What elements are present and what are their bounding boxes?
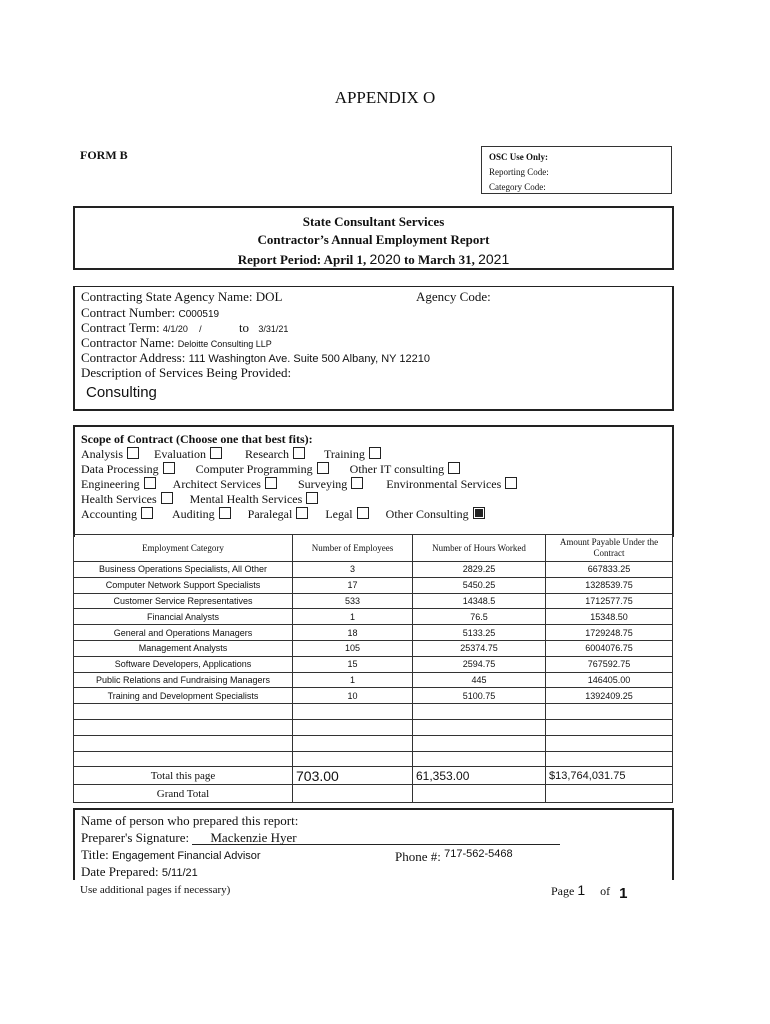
contractor-address-label: Contractor Address: <box>81 350 186 365</box>
page-indicator <box>551 882 627 902</box>
total-employees[interactable]: 703.00 <box>293 767 413 785</box>
date-value[interactable]: 5/11/21 <box>161 867 198 879</box>
amount-cell[interactable] <box>546 735 673 751</box>
title-label: Title: <box>81 847 109 862</box>
employees-cell[interactable]: 533 <box>293 593 413 609</box>
checkbox-other-it-consulting[interactable] <box>448 462 460 474</box>
amount-cell[interactable]: 767592.75 <box>546 656 673 672</box>
page-label: Page <box>551 884 575 898</box>
table-row <box>74 751 673 767</box>
page-total[interactable]: 1 <box>619 885 628 902</box>
employees-cell[interactable]: 105 <box>293 640 413 656</box>
table-header-row <box>74 535 673 562</box>
checkbox-computer-programming[interactable] <box>317 462 329 474</box>
checkbox-architect-services[interactable] <box>265 477 277 489</box>
scope-option-label: Data Processing <box>81 462 159 476</box>
employment-category-cell: Financial Analysts <box>74 609 293 625</box>
contract-number-value[interactable]: C000519 <box>178 309 220 320</box>
table-row <box>74 609 673 625</box>
amount-cell[interactable]: 1729248.75 <box>546 625 673 641</box>
table-row <box>74 672 673 688</box>
table-row <box>74 562 673 578</box>
checkbox-research[interactable] <box>293 447 305 459</box>
employment-category-cell <box>74 735 293 751</box>
scope-option-label: Engineering <box>81 477 140 491</box>
checkbox-environmental-services[interactable] <box>505 477 517 489</box>
category-code-label: Category Code: <box>489 182 546 192</box>
total-page-label: Total this page <box>74 767 293 785</box>
amount-cell[interactable]: 1392409.25 <box>546 688 673 704</box>
checkbox-engineering[interactable] <box>144 477 156 489</box>
term-separator: / <box>199 324 202 334</box>
signature-value[interactable]: Mackenzie Hyer <box>192 831 560 845</box>
osc-use-box <box>481 146 672 194</box>
employees-cell[interactable]: 3 <box>293 562 413 578</box>
of-label: of <box>600 884 611 898</box>
hours-cell[interactable] <box>413 735 546 751</box>
checkbox-auditing[interactable] <box>219 507 231 519</box>
employees-cell[interactable]: 18 <box>293 625 413 641</box>
employment-category-cell: Training and Development Specialists <box>74 688 293 704</box>
employment-category-cell <box>74 751 293 767</box>
contractor-name-label: Contractor Name: <box>81 335 175 350</box>
employment-category-cell <box>74 704 293 720</box>
hours-cell[interactable]: 2594.75 <box>413 656 546 672</box>
preparer-name-label: Name of person who prepared this report: <box>81 813 299 828</box>
employees-cell[interactable]: 10 <box>293 688 413 704</box>
column-header: Number of Hours Worked <box>413 535 546 562</box>
scope-option-label: Paralegal <box>247 507 293 521</box>
amount-cell[interactable]: 667833.25 <box>546 562 673 578</box>
table-row <box>74 625 673 641</box>
services-label: Description of Services Being Provided: <box>81 365 292 380</box>
hours-cell[interactable] <box>413 719 546 735</box>
scope-row <box>81 507 491 522</box>
contract-term-label: Contract Term: <box>81 320 160 335</box>
scope-option-label: Health Services <box>81 492 157 506</box>
checkbox-training[interactable] <box>369 447 381 459</box>
report-header-box <box>73 206 674 270</box>
employees-cell[interactable] <box>293 704 413 720</box>
checkbox-surveying[interactable] <box>351 477 363 489</box>
period-mid: to March 31, <box>403 252 475 267</box>
contractor-address-value[interactable]: 111 Washington Ave. Suite 500 Albany, NY 12210 <box>188 353 430 365</box>
period-start-year[interactable]: 2020 <box>369 251 401 267</box>
grand-total-amount[interactable] <box>546 785 673 803</box>
term-start-value[interactable]: 4/1/20 <box>162 324 188 334</box>
hours-cell[interactable]: 76.5 <box>413 609 546 625</box>
employees-cell[interactable] <box>293 735 413 751</box>
hours-cell[interactable]: 5450.25 <box>413 577 546 593</box>
total-amount[interactable]: $13,764,031.75 <box>546 767 673 785</box>
checkbox-analysis[interactable] <box>127 447 139 459</box>
hours-cell[interactable]: 5133.25 <box>413 625 546 641</box>
preparer-box <box>73 808 674 880</box>
employment-category-cell: Business Operations Specialists, All Other <box>74 562 293 578</box>
scope-option-label: Environmental Services <box>386 477 502 491</box>
scope-option-label: Accounting <box>81 507 137 521</box>
scope-option-label: Mental Health Services <box>189 492 303 506</box>
employment-category-cell: Customer Service Representatives <box>74 593 293 609</box>
table-row <box>74 688 673 704</box>
scope-option-label: Research <box>244 447 289 461</box>
scope-row <box>81 477 523 492</box>
employment-category-cell: Computer Network Support Specialists <box>74 577 293 593</box>
hours-cell[interactable] <box>413 704 546 720</box>
grand-total-hours[interactable] <box>413 785 546 803</box>
hours-cell[interactable]: 14348.5 <box>413 593 546 609</box>
employment-table <box>73 534 673 803</box>
employment-category-cell: Software Developers, Applications <box>74 656 293 672</box>
table-row <box>74 735 673 751</box>
grand-total-label: Grand Total <box>74 785 293 803</box>
page-number[interactable]: 1 <box>577 882 586 898</box>
date-row <box>81 864 198 881</box>
contract-number-label: Contract Number: <box>81 305 176 320</box>
agency-name-label: Contracting State Agency Name: <box>81 289 253 304</box>
phone-row <box>395 846 513 865</box>
agency-name-value[interactable]: DOL <box>255 289 283 304</box>
amount-cell[interactable]: 1328539.75 <box>546 577 673 593</box>
reporting-code-label: Reporting Code: <box>489 167 549 177</box>
phone-label: Phone #: <box>395 849 441 864</box>
page-title: APPENDIX O <box>334 88 436 107</box>
title-value[interactable]: Engagement Financial Advisor <box>111 850 261 862</box>
checkbox-legal[interactable] <box>357 507 369 519</box>
employees-cell[interactable]: 17 <box>293 577 413 593</box>
table-row <box>74 704 673 720</box>
checkbox-data-processing[interactable] <box>163 462 175 474</box>
scope-option-label: Evaluation <box>154 447 206 461</box>
hours-cell[interactable]: 5100.75 <box>413 688 546 704</box>
contract-info-box <box>73 286 674 411</box>
scope-option-label: Other IT consulting <box>349 462 445 476</box>
scope-row <box>81 492 324 507</box>
scope-option-label: Computer Programming <box>195 462 313 476</box>
grand-total-employees[interactable] <box>293 785 413 803</box>
report-line-1: State Consultant Services <box>302 214 445 229</box>
amount-cell[interactable] <box>546 719 673 735</box>
report-line-2: Contractor’s Annual Employment Report <box>257 232 490 247</box>
table-row <box>74 577 673 593</box>
form-label: FORM B <box>80 148 128 162</box>
table-row <box>74 593 673 609</box>
employment-category-cell: Management Analysts <box>74 640 293 656</box>
scope-option-label: Auditing <box>172 507 215 521</box>
osc-title: OSC Use Only: <box>489 152 549 162</box>
footer-note: Use additional pages if necessary) <box>80 884 231 896</box>
scope-row <box>81 447 387 462</box>
hours-cell[interactable]: 2829.25 <box>413 562 546 578</box>
scope-option-label: Training <box>323 447 365 461</box>
agency-name-row <box>81 289 282 304</box>
checkbox-accounting[interactable] <box>141 507 153 519</box>
table-body <box>74 562 673 767</box>
checkbox-mental-health-services[interactable] <box>306 492 318 504</box>
contractor-name-value[interactable]: Deloitte Consulting LLP <box>177 339 272 349</box>
scope-option-label: Other Consulting <box>385 507 469 521</box>
term-to-label: to <box>238 320 250 335</box>
checkbox-paralegal[interactable] <box>296 507 308 519</box>
hours-cell[interactable]: 25374.75 <box>413 640 546 656</box>
date-label: Date Prepared: <box>81 864 159 879</box>
total-hours[interactable]: 61,353.00 <box>413 767 546 785</box>
phone-value[interactable]: 717-562-5468 <box>444 848 513 860</box>
column-header: Amount Payable Under the Contract <box>546 535 673 562</box>
amount-cell[interactable]: 1712577.75 <box>546 593 673 609</box>
term-end-value[interactable]: 3/31/21 <box>258 324 289 334</box>
amount-cell[interactable] <box>546 751 673 767</box>
services-value[interactable]: Consulting <box>86 384 157 401</box>
employment-category-cell: Public Relations and Fundraising Managers <box>74 672 293 688</box>
agency-code-label: Agency Code: <box>416 289 491 304</box>
checkbox-evaluation[interactable] <box>210 447 222 459</box>
hours-cell[interactable]: 445 <box>413 672 546 688</box>
employees-cell[interactable] <box>293 751 413 767</box>
scope-row <box>81 462 466 477</box>
table-row <box>74 719 673 735</box>
scope-option-label: Analysis <box>81 447 123 461</box>
column-header: Employment Category <box>74 535 293 562</box>
scope-box <box>73 425 674 537</box>
checkbox-health-services[interactable] <box>161 492 173 504</box>
amount-cell[interactable]: 15348.50 <box>546 609 673 625</box>
grand-total-row <box>74 785 673 803</box>
table-row <box>74 656 673 672</box>
scope-title: Scope of Contract (Choose one that best fits): <box>81 432 313 446</box>
total-row <box>74 767 673 785</box>
amount-cell[interactable]: 146405.00 <box>546 672 673 688</box>
employment-category-cell: General and Operations Managers <box>74 625 293 641</box>
period-prefix: Report Period: April 1, <box>237 252 367 267</box>
employees-cell[interactable]: 1 <box>293 609 413 625</box>
employees-cell[interactable] <box>293 719 413 735</box>
amount-cell[interactable]: 6004076.75 <box>546 640 673 656</box>
amount-cell[interactable] <box>546 704 673 720</box>
scope-option-label: Legal <box>325 507 353 521</box>
table-row <box>74 640 673 656</box>
period-end-year[interactable]: 2021 <box>478 251 510 267</box>
employees-cell[interactable]: 15 <box>293 656 413 672</box>
signature-row <box>81 830 560 846</box>
hours-cell[interactable] <box>413 751 546 767</box>
scope-option-label: Surveying <box>297 477 348 491</box>
column-header: Number of Employees <box>293 535 413 562</box>
checkbox-other-consulting[interactable] <box>473 507 485 519</box>
title-row <box>81 847 261 864</box>
signature-label: Preparer's Signature: <box>81 830 190 845</box>
scope-option-label: Architect Services <box>172 477 261 491</box>
report-period <box>75 249 672 270</box>
employment-category-cell <box>74 719 293 735</box>
employees-cell[interactable]: 1 <box>293 672 413 688</box>
